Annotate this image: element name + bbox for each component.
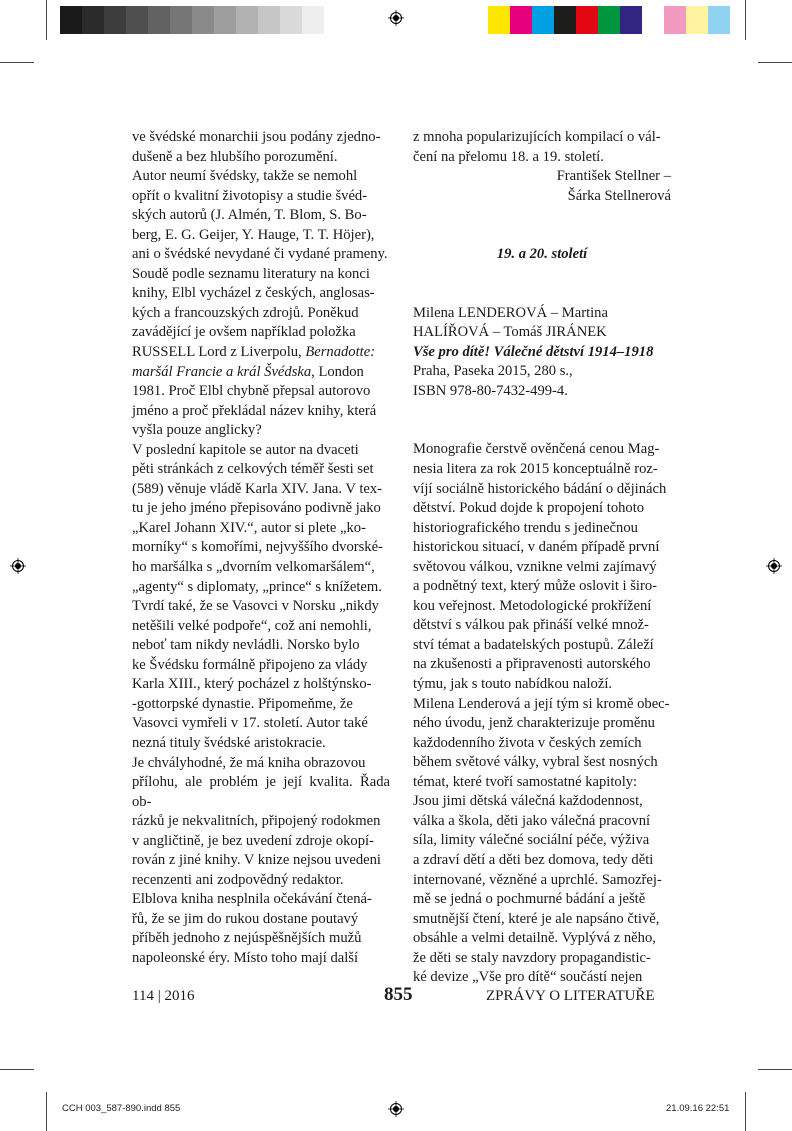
text-line: Šárka Stellnerová xyxy=(567,187,671,204)
text-line: obsáhle a velmi detailně. Vyplývá z něho, xyxy=(413,930,656,947)
book-title-italic: maršál Francie a král Švédska xyxy=(132,363,312,380)
citation-title: Vše pro dítě! Válečné dětství 1914–1918 xyxy=(413,343,654,360)
text-line: ani o švédské nevydané či vydané prameny. xyxy=(132,246,388,263)
text-line: Elblova kniha nesplnila očekávání čtená- xyxy=(132,891,372,908)
text-line: Jsou jimi dětská válečná každodennost, xyxy=(413,793,643,810)
crop-mark xyxy=(0,1069,34,1070)
text-line: světovou válkou, vznikne velmi zajímavý xyxy=(413,558,657,575)
grayscale-color-bar xyxy=(60,6,324,34)
paragraph xyxy=(132,167,390,343)
text-line: kou veřejnost. Metodologické prokřížení xyxy=(413,597,652,614)
color-swatch xyxy=(82,6,104,34)
color-swatch xyxy=(554,6,576,34)
text-line: během světové války, vybral šest nosných xyxy=(413,754,658,771)
text-line: knihy, Elbl vycházel z českých, anglosas- xyxy=(132,285,375,302)
text-line: rován z jiné knihy. V knize nejsou uvedeni xyxy=(132,852,381,869)
crop-mark xyxy=(758,62,792,63)
color-swatch xyxy=(104,6,126,34)
text-line: témat, které tvoří samostatné kapitoly: xyxy=(413,773,638,790)
text-line: kých a francouzských zdrojů. Poněkud xyxy=(132,304,359,321)
paragraph xyxy=(132,754,390,891)
text-line: „Karel Johann XIV.“, autor si plete „ko- xyxy=(132,519,366,536)
text-line: z mnoha popularizujících kompilací o vál- xyxy=(413,129,661,145)
crop-mark xyxy=(758,1069,792,1070)
color-swatch xyxy=(280,6,302,34)
text-line: V poslední kapitole se autor na dvaceti xyxy=(132,441,359,458)
text-line: týmu, jak s touto nabídkou naloží. xyxy=(413,676,613,693)
text-line: Milena Lenderová a její tým si kromě obec- xyxy=(413,695,670,712)
section-title: ZPRÁVY O LITERATUŘE xyxy=(486,988,655,1004)
text-line: mě se jedná o pochmurné bádání a ještě xyxy=(413,891,646,908)
paragraph xyxy=(413,440,671,694)
text-line: Karla XIII., který pocházel z holštýnsko- xyxy=(132,676,372,693)
color-swatch xyxy=(664,6,686,34)
crop-mark xyxy=(745,1092,746,1131)
text-line: internované, vězněné a uprchlé. Samozřej- xyxy=(413,871,662,888)
process-color-bar xyxy=(488,6,730,34)
text-line: smutnější čtení, které je ale napsáno čtivě, xyxy=(413,910,660,927)
text-line: nezná tituly švédské aristokracie. xyxy=(132,734,326,751)
text-line: dušeně a bez hlubšího porozumění. xyxy=(132,148,338,165)
text-line: 1981. Proč Elbl chybně přepsal autorovo xyxy=(132,383,371,400)
text-line: dětství s válkou pak přináší velké množ- xyxy=(413,617,649,634)
text-line: Monografie čerstvě ověnčená cenou Mag- xyxy=(413,441,660,458)
color-swatch xyxy=(60,6,82,34)
text-line: historickou situací, v daném případě první xyxy=(413,539,660,556)
text-line: Autor neumí švédsky, takže se nemohl xyxy=(132,168,358,185)
color-swatch xyxy=(192,6,214,34)
text-line: ISBN 978-80-7432-499-4. xyxy=(413,382,568,399)
text-line: ho maršálka s „dvorním velkomaršálem“, xyxy=(132,559,375,576)
text-line: a zdraví dětí a děti bez domova, tedy děti xyxy=(413,851,654,868)
registration-mark-icon xyxy=(10,558,26,574)
paragraph xyxy=(132,441,390,754)
text-line: ke Švédsku formálně připojeno za vlády xyxy=(132,656,368,673)
text-line: -gottorpské dynastie. Připomeňme, že xyxy=(132,695,353,712)
text-line: v angličtině, je bez uvedení zdroje okopí- xyxy=(132,832,374,849)
text-line: víjí sociálně historického bádání o dějinách xyxy=(413,480,667,497)
paragraph xyxy=(132,890,390,968)
text-line: dětství. Pokud dojde k propojení tohoto xyxy=(413,500,645,517)
text-line: čení na přelomu 18. a 19. století. xyxy=(413,148,604,165)
color-swatch xyxy=(126,6,148,34)
registration-mark-icon xyxy=(766,558,782,574)
text-line: jméno a proč překládal název knihy, která xyxy=(132,402,377,419)
text-line: na zkušenosti a připravenosti autorského xyxy=(413,656,651,673)
text-line: Tvrdí také, že se Vasovci v Norsku „nikdy xyxy=(132,598,379,615)
text-line: ké devize „Vše pro dítě“ součástí nejen xyxy=(413,969,643,986)
file-slug: CCH 003_587-890.indd 855 xyxy=(62,1103,181,1114)
text-line: zavádějící je ovšem například položka xyxy=(132,324,356,341)
text-line: vyšla pouze anglicky? xyxy=(132,422,262,439)
section-heading: 19. a 20. století xyxy=(496,246,588,263)
text-line: každodenního života v českých zemích xyxy=(413,734,642,751)
text-line: Vasovci vymřeli v 17. století. Autor také xyxy=(132,715,368,732)
text-line: (589) věnuje vládě Karla XIV. Jana. V tex- xyxy=(132,480,383,497)
text-line: neboť tam nikdy nevládli. Norsko bylo xyxy=(132,637,360,654)
color-swatch xyxy=(488,6,510,34)
text-line: rázků je nekvalitních, připojený rodokmen xyxy=(132,813,381,830)
text-line: přílohu, ale problém je její kvalita. Řada ob- xyxy=(132,774,390,810)
left-text-column xyxy=(132,128,390,969)
color-swatch xyxy=(532,6,554,34)
text-line: Milena LENDEROVÁ – Martina xyxy=(413,304,608,321)
issue-info: 114 | 2016 xyxy=(132,988,195,1004)
color-swatch xyxy=(642,6,664,34)
page-number: 855 xyxy=(384,984,413,1005)
text-line: morníky“ s komořími, nejvyššího dvorské- xyxy=(132,539,383,556)
paragraph xyxy=(413,128,671,167)
right-text-column xyxy=(413,128,671,988)
timestamp-slug: 21.09.16 22:51 xyxy=(666,1103,730,1114)
text-line: HALÍŘOVÁ – Tomáš JIRÁNEK xyxy=(413,324,607,341)
text-line: ských autorů (J. Almén, T. Blom, S. Bo- xyxy=(132,207,367,224)
crop-mark xyxy=(0,62,34,63)
text-line: Je chvályhodné, že má kniha obrazovou xyxy=(132,754,366,771)
paragraph xyxy=(132,128,390,167)
color-swatch xyxy=(620,6,642,34)
text-line: ve švédské monarchii jsou podány zjedno- xyxy=(132,129,381,145)
color-swatch xyxy=(576,6,598,34)
text-line: ného úvodu, jenž charakterizuje proměnu xyxy=(413,715,655,732)
review-authors xyxy=(413,167,671,206)
color-swatch xyxy=(258,6,280,34)
crop-mark xyxy=(46,0,47,40)
text-line: historiografického trendu s jedinečnou xyxy=(413,519,638,536)
paragraph xyxy=(132,382,390,441)
text-line: Soudě podle seznamu literatury na konci xyxy=(132,265,370,282)
registration-mark-icon xyxy=(388,10,404,26)
text-line: netěšili velké podpoře“, což ani nemohli, xyxy=(132,617,372,634)
color-swatch xyxy=(214,6,236,34)
color-swatch xyxy=(236,6,258,34)
color-swatch xyxy=(708,6,730,34)
text-line: příběh jednoho z nejúspěšnějších mužů xyxy=(132,930,362,947)
citation-authors xyxy=(413,304,671,343)
text-line: nesia litera za rok 2015 konceptuálně roz- xyxy=(413,461,658,478)
text-line: Praha, Paseka 2015, 280 s., xyxy=(413,363,573,380)
text-line: opřít o kvalitní životopisy a studie švéd- xyxy=(132,187,368,204)
color-swatch xyxy=(598,6,620,34)
text-line: recenzenti ani zodpovědný redaktor. xyxy=(132,871,344,888)
text-span: RUSSELL Lord z Liverpolu, xyxy=(132,344,306,361)
paragraph xyxy=(132,343,390,382)
text-line: berg, E. G. Geijer, Y. Hauge, T. T. Höjer), xyxy=(132,226,375,243)
text-span: , London xyxy=(311,363,364,380)
text-line: řů, že se jim do rukou dostane poutavý xyxy=(132,910,359,927)
citation-publication xyxy=(413,362,671,401)
text-line: tu je jeho jméno přepisováno podivně jako xyxy=(132,500,381,517)
text-line: ství témat a badatelských postupů. Záleží xyxy=(413,636,654,653)
color-swatch xyxy=(170,6,192,34)
color-swatch xyxy=(302,6,324,34)
text-line: napoleonské éry. Místo toho mají další xyxy=(132,949,359,966)
text-line: a podnětný text, který může oslovit i širo- xyxy=(413,578,657,595)
registration-mark-icon xyxy=(388,1101,404,1117)
text-line: pěti stránkách z celkových téměř šesti set xyxy=(132,461,374,478)
paragraph xyxy=(413,695,671,988)
crop-mark xyxy=(745,0,746,40)
text-line: síla, limity válečné sociální péče, výživa xyxy=(413,832,650,849)
book-title-italic: Bernadotte: xyxy=(305,344,376,361)
color-swatch xyxy=(510,6,532,34)
text-line: že děti se staly navzdory propagandistic- xyxy=(413,949,651,966)
crop-mark xyxy=(46,1092,47,1131)
text-line: „agenty“ s diplomaty, „prince“ s knížetem. xyxy=(132,578,382,595)
text-line: válka a škola, děti jako válečná pracovní xyxy=(413,812,651,829)
color-swatch xyxy=(686,6,708,34)
color-swatch xyxy=(148,6,170,34)
text-line: František Stellner – xyxy=(556,168,671,185)
